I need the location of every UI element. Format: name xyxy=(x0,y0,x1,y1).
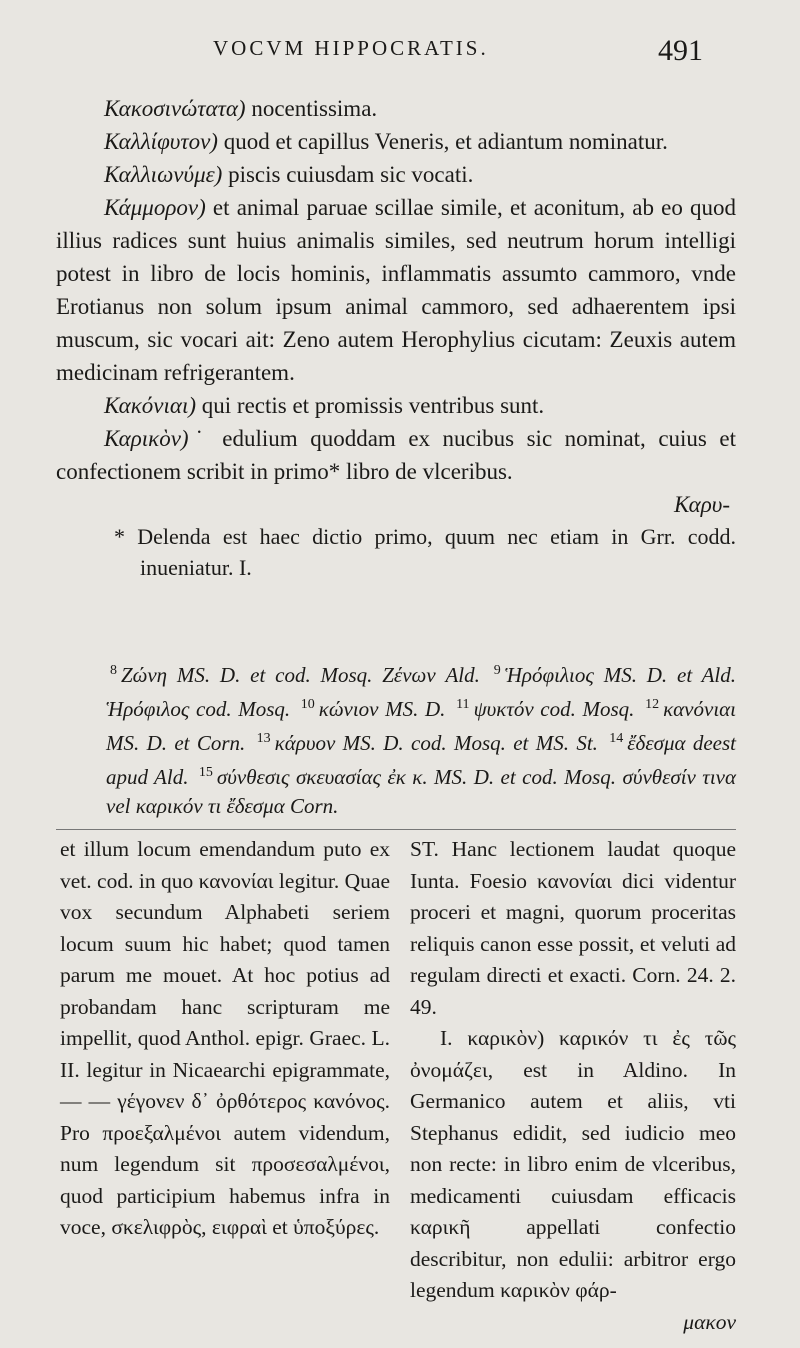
entry-lemma: Κακοσινώτατα) xyxy=(104,96,246,121)
entry-lemma: Καρικὸν) xyxy=(104,426,189,451)
page-number: 491 xyxy=(658,34,703,67)
entry xyxy=(56,158,736,191)
note-number: 15 xyxy=(198,765,213,780)
entry-lemma: Καλλίφυτον) xyxy=(104,129,218,154)
notes-block xyxy=(106,656,736,821)
note-number: 9 xyxy=(493,663,501,678)
note-text: ἔδεσμα deest apud Ald. xyxy=(106,731,737,789)
note-text: Ζώνη MS. D. et cod. Mosq. Ζένων Ald. xyxy=(121,663,480,687)
entry xyxy=(56,191,736,389)
entry xyxy=(56,389,736,422)
divider xyxy=(56,829,736,830)
entry-text: piscis cuiusdam sic vocati. xyxy=(222,162,474,187)
entry xyxy=(56,422,736,488)
entry-text: et animal paruae scillae simile, et aconitum, ab eo quod illius radices sunt huius animalis similes, sed neutrum horum intelligi potest in libro de locis hominis, inflammatis assumto cammoro, vnde Erotianus non solum ipsum animal cammoro, sed adhaerentem ipsi muscum, sic vocari ait: Zeno autem Herophylius cicutam: Zeuxis autem medicinam refrigerantem. xyxy=(56,195,736,385)
entry-text: qui rectis et promissis ventribus sunt. xyxy=(196,393,545,418)
note-number: 8 xyxy=(110,663,117,678)
entry-text: nocentissima. xyxy=(245,96,378,121)
note-text: Ἡρόφιλιος MS. D. et Ald. Ἡρόφιλος cod. Mosq. xyxy=(106,663,736,721)
entry-text: quod et capillus Veneris, et adiantum nominatur. xyxy=(217,129,668,154)
running-head: VOCVM HIPPOCRATIS. xyxy=(213,36,489,60)
note-text: κώνιον MS. D. xyxy=(318,697,446,721)
note-number: 11 xyxy=(456,697,470,712)
catchword: μακον xyxy=(683,1309,736,1334)
commentary-right-column xyxy=(410,834,736,1338)
note-text: κάρυον MS. D. cod. Mosq. et MS. St. xyxy=(274,731,598,755)
note-number: 14 xyxy=(609,731,624,746)
entry-lemma: Κακόνιαι) xyxy=(104,393,197,418)
entry xyxy=(56,125,736,158)
entry xyxy=(56,92,736,125)
note-text: σύνθεσις σκευασίας ἐκ κ. MS. D. et cod. Mosq. σύνθεσίν τινα vel καρικόν τι ἔδεσμα Corn. xyxy=(106,765,736,818)
commentary-text: I. καρικὸν) καρικόν τι ἐς τῶς ὀνομάζει, est in Aldino. In Germanico autem et aliis, vti Stephanus edidit, sed iudicio meo non recte: in libro enim de vlceribus, medicamenti cuiusdam efficacis καρικῆ appellati confectio describitur, non edulii: arbitror ergo legendum καρικὸν φάρ- xyxy=(410,1026,736,1302)
commentary-text: et illum locum emendandum puto ex vet. cod. in quo κανονίαι legitur. Quae vox secundum Alphabeti seriem locum suum hic habet; quod tamen parum me mouet. At hoc potius ad probandam hanc scripturam me impellit, quod Anthol. epigr. Graec. L. II. legitur in Nicaearchi epigrammate, — — γέγονεν δ᾽ ὀρθότερος κανόνος. Pro προεξαλμένοι autem videndum, num legendum sit προσεσαλμένοι, quod participium habemus infra in voce, σκελιφρὸς, ειφραὶ et ὑποξύρες. xyxy=(60,837,390,1239)
entry-lemma: Καλλιωνύμε) xyxy=(104,162,223,187)
note-number: 10 xyxy=(300,697,315,712)
variant-notes xyxy=(106,656,736,821)
star-footnote: * Delenda est haec dictio primo, quum nec etiam in Grr. codd. inueniatur. I. xyxy=(114,524,736,580)
commentary-text: ST. Hanc lectionem laudat quoque Iunta. Foesio κανονίαι dici videntur proceri et magni, quorum proceritas reliquis canon esse possit, et veluti ad regulam directi et exacti. Corn. 24. 2. 49. xyxy=(410,837,736,1019)
note-text: κανόνιαι MS. D. et Corn. xyxy=(106,697,737,755)
commentary-left-column xyxy=(60,834,390,1244)
note-number: 13 xyxy=(256,731,271,746)
catchword: Καρυ- xyxy=(673,492,730,517)
main-text xyxy=(56,92,736,583)
note-number: 12 xyxy=(645,697,660,712)
entry-lemma: Κάμμορον) xyxy=(104,195,206,220)
note-text: ψυκτόν cod. Mosq. xyxy=(473,697,635,721)
page-header xyxy=(0,34,800,74)
entry-text: ˙ edulium quoddam ex nucibus sic nominat, cuius et confectionem scribit in primo* libro de vlceribus. xyxy=(56,426,736,484)
